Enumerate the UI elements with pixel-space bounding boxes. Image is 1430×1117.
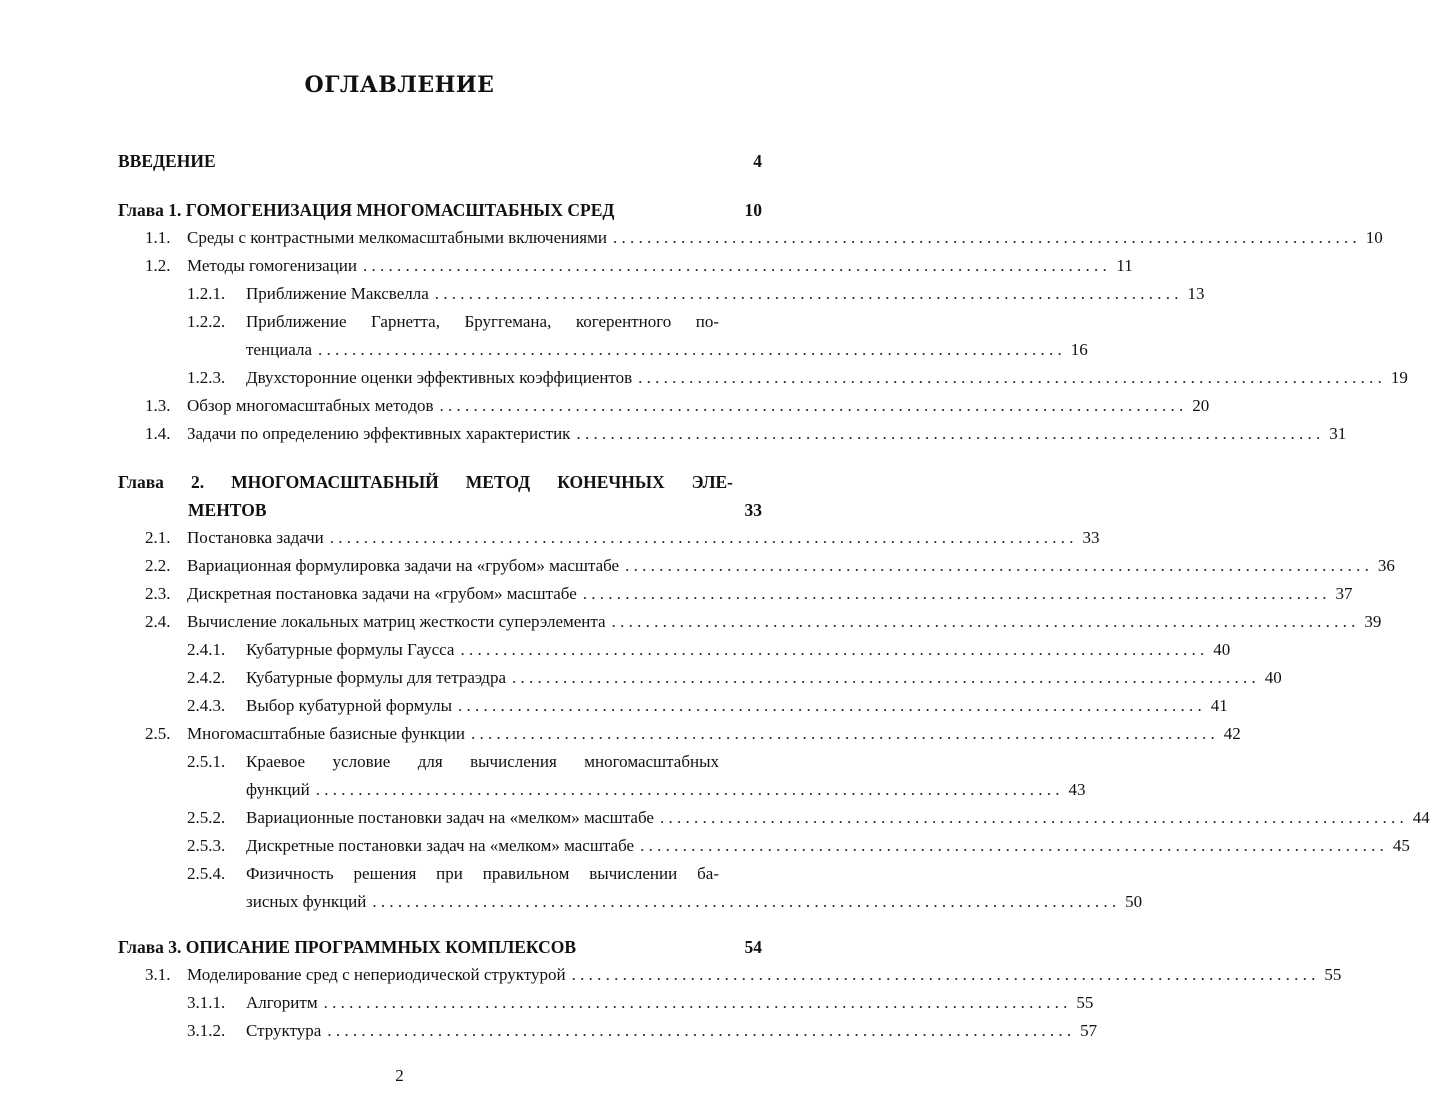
toc-number: 2.1. <box>145 528 171 547</box>
toc-label-line-2: зисных функций <box>246 892 367 911</box>
toc-number: 2.4.2. <box>187 668 226 687</box>
toc-leader <box>512 665 1256 691</box>
toc-entry-chapter-3[interactable] <box>118 934 762 960</box>
toc-label: Методы гомогенизации <box>187 256 357 275</box>
toc-number: 2.5.3. <box>187 836 226 855</box>
toc-leader <box>318 337 1062 363</box>
toc-number: 3.1.2. <box>187 1021 226 1040</box>
toc-label: ВВЕДЕНИЕ <box>118 151 216 171</box>
toc-page: 19 <box>1390 368 1408 387</box>
toc-page: 40 <box>1213 640 1231 659</box>
toc-entry-1-2-2-cont[interactable] <box>246 337 1088 363</box>
toc-page: 40 <box>1264 668 1282 687</box>
toc-page: 11 <box>1116 256 1133 275</box>
toc-page: 41 <box>1210 696 1228 715</box>
toc-label: Дискретная постановка задачи на «грубом» масштабе <box>187 584 577 603</box>
toc-leader <box>638 365 1382 391</box>
toc-number: 3.1.1. <box>187 993 226 1012</box>
toc-entry-intro[interactable] <box>118 148 762 174</box>
toc-entry-2-4-2[interactable] <box>187 665 1282 691</box>
toc-entry-1-2-2[interactable] <box>187 309 719 335</box>
toc-number: 2.4.3. <box>187 696 226 715</box>
page-title: ОГЛАВЛЕНИЕ <box>304 72 495 98</box>
toc-label: Структура <box>246 1021 322 1040</box>
toc-label: Кубатурные формулы для тетраэдра <box>246 668 507 687</box>
toc-label: Кубатурные формулы Гаусса <box>246 640 455 659</box>
toc-entry-1-2[interactable] <box>145 253 1133 279</box>
toc-entry-2-4-3[interactable] <box>187 693 1228 719</box>
toc-label-line-2: МЕНТОВ <box>188 500 267 520</box>
toc-number: 2.3. <box>145 584 171 603</box>
toc-page: 13 <box>1187 284 1205 303</box>
toc-number: 1.2.3. <box>187 368 226 387</box>
toc-number: 1.3. <box>145 396 171 415</box>
toc-label-line-1: Краевое условие для вычисления многомасштабных <box>246 752 719 771</box>
toc-page: 33 <box>1082 528 1100 547</box>
toc-label: Выбор кубатурной формулы <box>246 696 453 715</box>
toc-leader <box>612 609 1356 635</box>
toc-leader <box>324 990 1068 1016</box>
toc-number: 2.4. <box>145 612 171 631</box>
toc-entry-1-1[interactable] <box>145 225 1383 251</box>
toc-leader <box>458 693 1202 719</box>
toc-page: 33 <box>744 500 762 520</box>
toc-label: Задачи по определению эффективных характеристик <box>187 424 571 443</box>
toc-leader <box>640 833 1384 859</box>
toc-label: Среды с контрастными мелкомасштабными включениями <box>187 228 607 247</box>
toc-label: Постановка задачи <box>187 528 324 547</box>
toc-entry-chapter-2-cont[interactable] <box>188 497 762 523</box>
toc-leader <box>363 253 1107 279</box>
toc-leader <box>613 225 1357 251</box>
toc-label-line-2: функций <box>246 780 310 799</box>
toc-entry-2-2[interactable] <box>145 553 1395 579</box>
toc-entry-3-1-1[interactable] <box>187 990 1094 1016</box>
toc-page: 39 <box>1364 612 1382 631</box>
toc-entry-1-4[interactable] <box>145 421 1347 447</box>
toc-number: 2.5.1. <box>187 752 226 771</box>
toc-leader <box>583 581 1327 607</box>
toc-label-line-2: тенциала <box>246 340 312 359</box>
toc-entry-2-5-2[interactable] <box>187 805 1430 831</box>
toc-leader <box>372 889 1116 915</box>
toc-label: Многомасштабные базисные функции <box>187 724 466 743</box>
toc-page: 44 <box>1412 808 1430 827</box>
toc-entry-2-5-3[interactable] <box>187 833 1410 859</box>
toc-label: Глава 1. ГОМОГЕНИЗАЦИЯ МНОГОМАСШТАБНЫХ СРЕД <box>118 200 615 220</box>
toc-label-line-1: Приближение Гарнетта, Бруггемана, когерентного по- <box>246 312 719 331</box>
toc-page: 31 <box>1329 424 1347 443</box>
toc-entry-2-5-1[interactable] <box>187 749 719 775</box>
toc-entry-2-5-4[interactable] <box>187 861 719 887</box>
toc-leader <box>440 393 1184 419</box>
toc-number: 1.2. <box>145 256 171 275</box>
toc-entry-2-5-1-cont[interactable] <box>246 777 1086 803</box>
toc-label-line-1: Физичность решения при правильном вычислении ба- <box>246 864 719 883</box>
toc-leader <box>471 721 1215 747</box>
toc-leader <box>435 281 1179 307</box>
toc-number: 2.4.1. <box>187 640 226 659</box>
toc-page: 20 <box>1192 396 1210 415</box>
toc-number: 3.1. <box>145 965 171 984</box>
toc-entry-chapter-2[interactable] <box>118 469 733 495</box>
toc-entry-2-3[interactable] <box>145 581 1353 607</box>
toc-number: 1.4. <box>145 424 171 443</box>
toc-entry-1-3[interactable] <box>145 393 1210 419</box>
toc-number: 2.5.4. <box>187 864 226 883</box>
toc-page: 57 <box>1080 1021 1098 1040</box>
page-number: 2 <box>395 1066 404 1085</box>
toc-page: 50 <box>1125 892 1143 911</box>
toc-leader <box>327 1018 1071 1044</box>
toc-number: 2.2. <box>145 556 171 575</box>
toc-label: Вариационные постановки задач на «мелком» масштабе <box>246 808 654 827</box>
toc-label: Алгоритм <box>246 993 318 1012</box>
toc-page: 10 <box>744 200 762 220</box>
toc-entry-1-2-3[interactable] <box>187 365 1408 391</box>
toc-entry-3-1[interactable] <box>145 962 1342 988</box>
toc-label: Обзор многомасштабных методов <box>187 396 434 415</box>
toc-page: 54 <box>744 937 762 957</box>
toc-number: 1.2.1. <box>187 284 226 303</box>
toc-label: Вычисление локальных матриц жесткости суперэлемента <box>187 612 606 631</box>
toc-page: 16 <box>1070 340 1088 359</box>
toc-label: Двухсторонние оценки эффективных коэффициентов <box>246 368 633 387</box>
toc-page: 43 <box>1068 780 1086 799</box>
toc-number: 1.2.2. <box>187 312 226 331</box>
toc-leader <box>460 637 1204 663</box>
toc-page: 45 <box>1392 836 1410 855</box>
toc-page: 55 <box>1324 965 1342 984</box>
toc-label: Моделирование сред с непериодической структурой <box>187 965 566 984</box>
toc-page: 36 <box>1377 556 1395 575</box>
toc-leader <box>576 421 1320 447</box>
toc-page: 55 <box>1076 993 1094 1012</box>
toc-leader <box>572 962 1316 988</box>
toc-leader <box>316 777 1060 803</box>
toc-number: 1.1. <box>145 228 171 247</box>
toc-entry-2-5[interactable] <box>145 721 1241 747</box>
toc-entry-3-1-2[interactable] <box>187 1018 1098 1044</box>
toc-number: 2.5.2. <box>187 808 226 827</box>
toc-label-line-1: Глава 2. МНОГОМАСШТАБНЫЙ МЕТОД КОНЕЧНЫХ ЭЛЕ- <box>118 472 733 492</box>
toc-label: Приближение Максвелла <box>246 284 429 303</box>
toc-label: Глава 3. ОПИСАНИЕ ПРОГРАММНЫХ КОМПЛЕКСОВ <box>118 937 577 957</box>
toc-leader <box>330 525 1074 551</box>
toc-entry-2-5-4-cont[interactable] <box>246 889 1143 915</box>
toc-label: Вариационная формулировка задачи на «грубом» масштабе <box>187 556 620 575</box>
toc-page: 42 <box>1223 724 1241 743</box>
toc-entry-chapter-1[interactable] <box>118 197 762 223</box>
toc-page: 37 <box>1335 584 1353 603</box>
toc-entry-1-2-1[interactable] <box>187 281 1205 307</box>
toc-leader <box>625 553 1369 579</box>
toc-leader <box>660 805 1404 831</box>
toc-entry-2-1[interactable] <box>145 525 1100 551</box>
toc-label: Дискретные постановки задач на «мелком» масштабе <box>246 836 635 855</box>
toc-number: 2.5. <box>145 724 171 743</box>
toc-page: 4 <box>753 151 762 171</box>
toc-page: 10 <box>1365 228 1383 247</box>
toc-entry-2-4-1[interactable] <box>187 637 1231 663</box>
toc-entry-2-4[interactable] <box>145 609 1382 635</box>
